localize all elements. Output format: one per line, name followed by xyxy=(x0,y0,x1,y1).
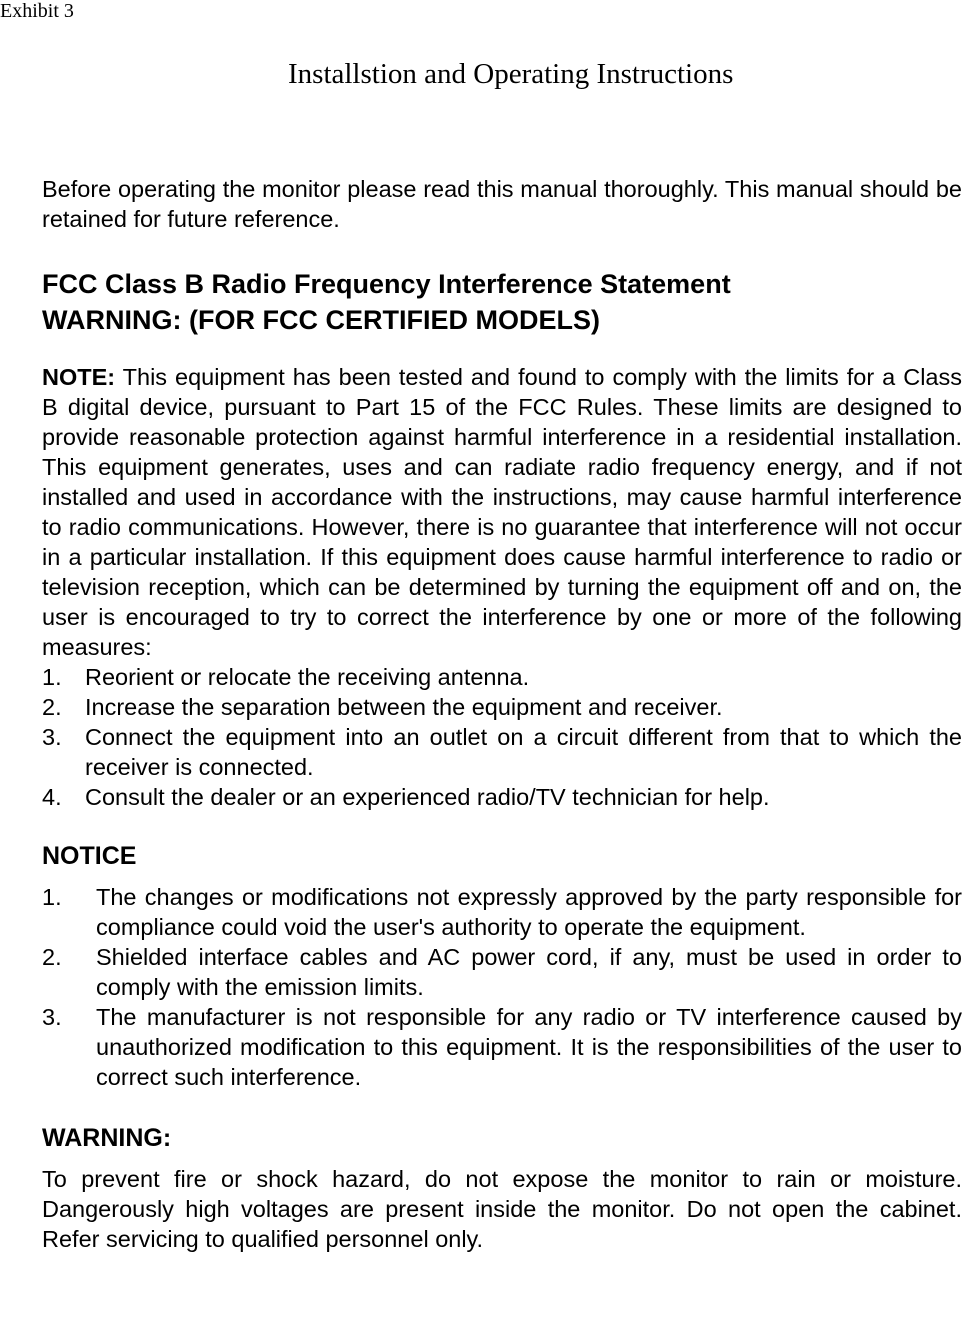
list-item xyxy=(42,692,962,722)
fcc-heading: FCC Class B Radio Frequency Interference Statement xyxy=(42,269,731,299)
document-title: Installstion and Operating Instructions xyxy=(288,58,734,90)
notice-text: Shielded interface cables and AC power cord, if any, must be used in order to comply with the emission limits. xyxy=(96,944,962,1000)
measure-number: 1. xyxy=(42,664,62,690)
list-item xyxy=(42,782,962,812)
notice-heading: NOTICE xyxy=(42,842,137,870)
warning-heading: WARNING: xyxy=(42,1124,172,1152)
list-item xyxy=(42,882,962,942)
measure-text: Reorient or relocate the receiving antenna. xyxy=(85,664,530,690)
notice-list xyxy=(42,882,962,1092)
measures-list xyxy=(42,662,962,812)
warning-paragraph: To prevent fire or shock hazard, do not expose the monitor to rain or moisture. Dangerously high voltages are present inside the monitor. Do not open the cabinet. Refer servicing to qualified personnel only. xyxy=(42,1166,962,1252)
notice-number: 2. xyxy=(42,944,62,970)
measure-text: Connect the equipment into an outlet on a circuit different from that to which the receiver is connected. xyxy=(85,724,962,780)
notice-number: 3. xyxy=(42,1004,62,1030)
notice-text: The changes or modifications not expressly approved by the party responsible for compliance could void the user's authority to operate the equipment. xyxy=(96,884,962,940)
measure-text: Increase the separation between the equipment and receiver. xyxy=(85,694,723,720)
list-item xyxy=(42,662,962,692)
fcc-headings xyxy=(42,266,962,338)
note-label: NOTE: xyxy=(42,364,116,390)
notice-number: 1. xyxy=(42,884,62,910)
measure-number: 3. xyxy=(42,724,62,750)
measure-number: 2. xyxy=(42,694,62,720)
intro-paragraph: Before operating the monitor please read this manual thoroughly. This manual should be retained for future reference. xyxy=(42,176,962,232)
list-item xyxy=(42,942,962,1002)
warning-models-heading: WARNING: (FOR FCC CERTIFIED MODELS) xyxy=(42,305,600,335)
exhibit-label: Exhibit 3 xyxy=(0,0,74,22)
list-item xyxy=(42,722,962,782)
note-text: This equipment has been tested and found to comply with the limits for a Class B digital device, pursuant to Part 15 of the FCC Rules. These limits are designed to provide reasonable protection against harmful interference in a residential installation. This equipment generates, uses and can radiate radio frequency energy, and if not installed and used in accordance with the instructions, may cause harmful interference to radio communications. However, there is no guarantee that interference will not occur in a particular installation. If this equipment does cause harmful interference to radio or television reception, which can be determined by turning the equipment off and on, the user is encouraged to try to correct the interference by one or more of the following measures: xyxy=(42,364,962,660)
notice-text: The manufacturer is not responsible for any radio or TV interference caused by unauthorized modification to this equipment. It is the responsibilities of the user to correct such interference. xyxy=(96,1004,962,1090)
measure-text: Consult the dealer or an experienced radio/TV technician for help. xyxy=(85,784,770,810)
document-body xyxy=(42,174,962,1254)
measure-number: 4. xyxy=(42,784,62,810)
note-paragraph xyxy=(42,362,962,662)
list-item xyxy=(42,1002,962,1092)
